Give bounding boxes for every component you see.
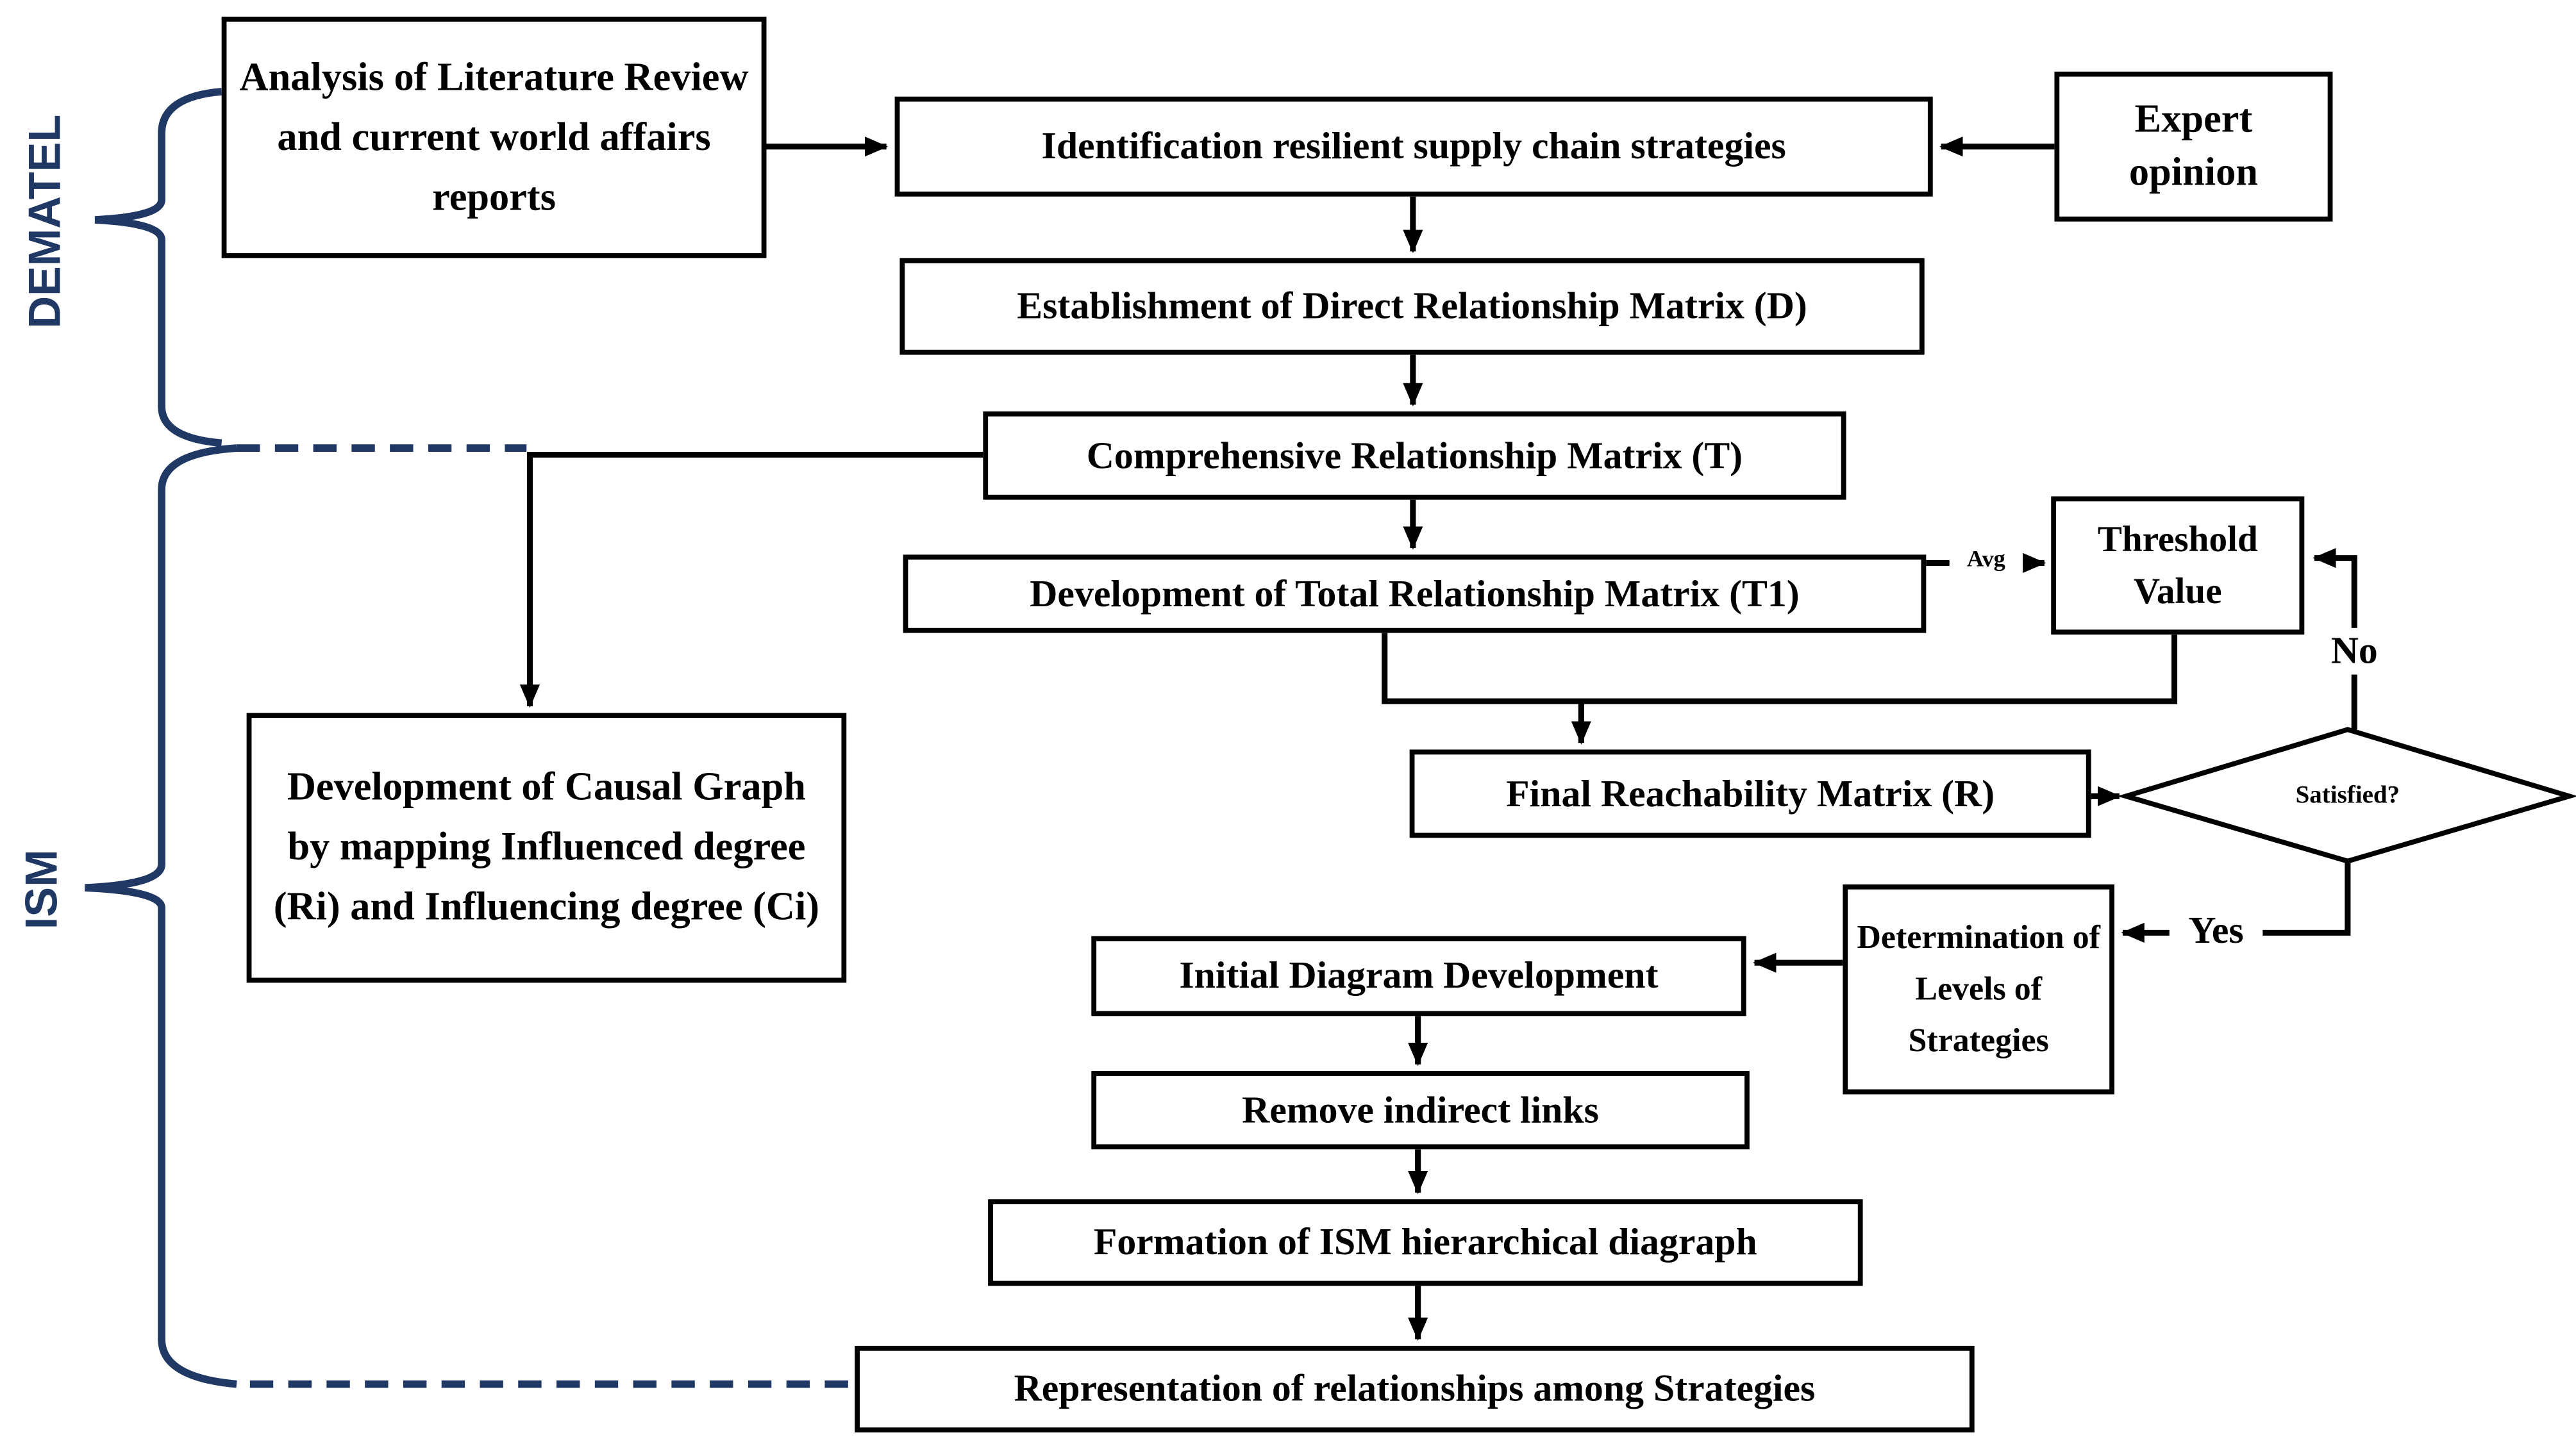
- node-determination-levels: Determination of Levels of Strategies: [1843, 884, 2114, 1094]
- edge-label-avg: Avg: [1950, 543, 2023, 579]
- edge-label-no: No: [2316, 628, 2393, 675]
- node-initial-diagram: Initial Diagram Development: [1091, 936, 1746, 1016]
- dematel-brace: [95, 92, 222, 443]
- node-ism-diagraph: Formation of ISM hierarchical diagraph: [988, 1199, 1862, 1286]
- node-representation: Representation of relationships among Strategies: [855, 1346, 1974, 1432]
- node-remove-indirect-links: Remove indirect links: [1091, 1071, 1750, 1149]
- ism-brace: [85, 448, 237, 1384]
- node-final-reachability: Final Reachability Matrix (R): [1410, 750, 2091, 838]
- node-threshold-value: Threshold Value: [2051, 496, 2304, 634]
- decision-label: Satisfied?: [2295, 782, 2400, 809]
- line-collector: [1385, 633, 2175, 702]
- ism-method-label: ISM: [15, 849, 66, 930]
- dematel-method-label: DEMATEL: [19, 114, 69, 329]
- node-direct-matrix: Establishment of Direct Relationship Matrix (D): [899, 258, 1924, 355]
- node-expert-opinion: Expert opinion: [2054, 72, 2332, 222]
- edge-label-yes: Yes: [2170, 908, 2263, 954]
- node-causal-graph: Development of Causal Graph by mapping Influenced degree (Ri) and Influencing degree (Ci): [247, 713, 847, 983]
- node-analysis: Analysis of Literature Review and current world affairs reports: [222, 17, 767, 258]
- node-total-matrix: Development of Total Relationship Matrix (T1): [903, 554, 1927, 633]
- node-identification: Identification resilient supply chain strategies: [895, 97, 1933, 197]
- node-comprehensive-matrix: Comprehensive Relationship Matrix (T): [983, 411, 1846, 500]
